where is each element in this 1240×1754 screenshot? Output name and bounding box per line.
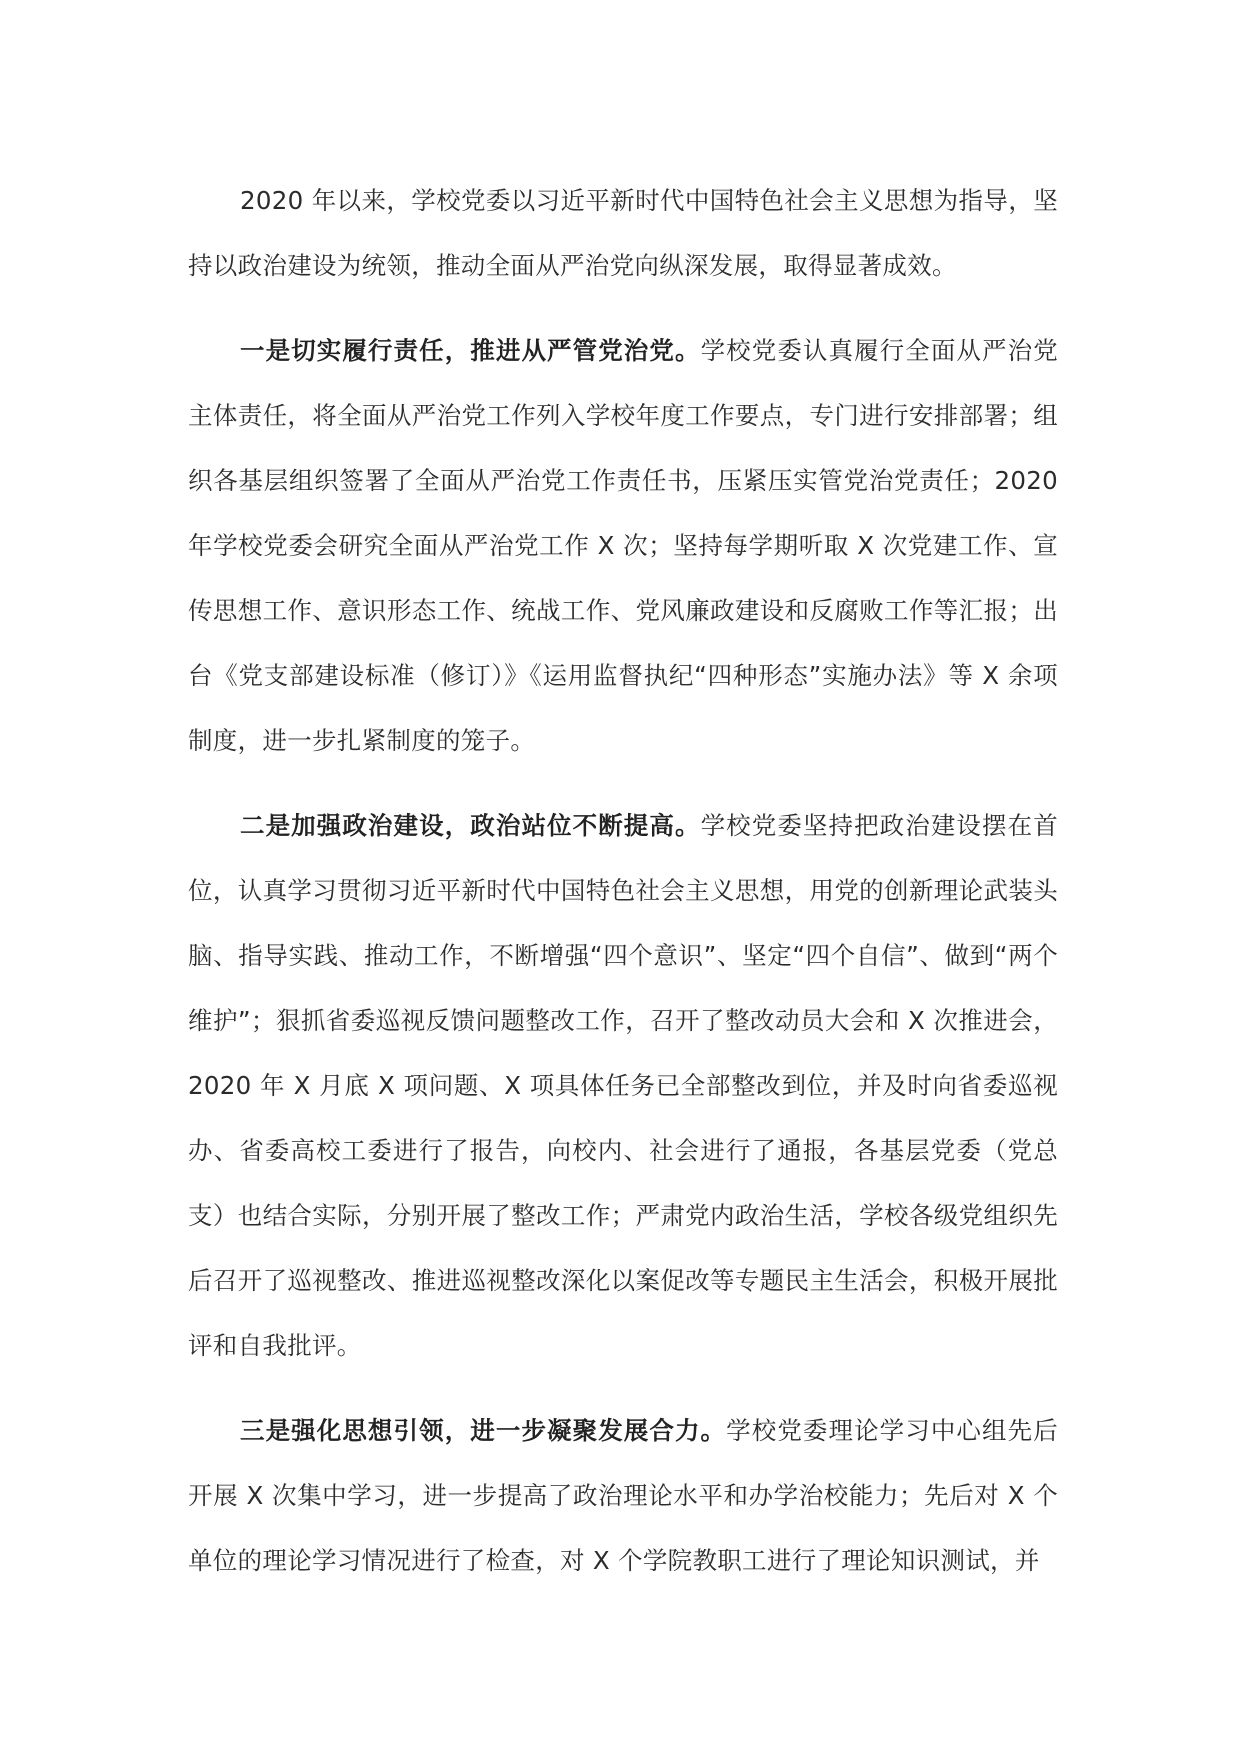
paragraph-political-construction xyxy=(188,793,1058,1378)
paragraph-text: 学校党委认真履行全面从严治党主体责任，将全面从严治党工作列入学校年度工作要点，专门进行安排部署；组织各基层组织签署了全面从严治党工作责任书，压紧压实管党治党责任；2020 年学校党委会研究全面从严治党工作 X 次；坚持每学期听取 X 次党建工作、宣传思想工作、意识形态工作、统战工作、党风廉政建设和反腐败工作等汇报；出台《党支部建设标准（修订）》《运用监督执纪“四种形态”实施办法》等 X 余项制度，进一步扎紧制度的笼子。 xyxy=(188,336,1058,755)
paragraph-text: 学校党委理论学习中心组先后开展 X 次集中学习，进一步提高了政治理论水平和办学治校能力；先后对 X 个单位的理论学习情况进行了检查，对 X 个学院教职工进行了理论知识测试，并 xyxy=(188,1416,1058,1575)
paragraph-ideological-guidance xyxy=(188,1398,1058,1593)
paragraph-intro xyxy=(188,168,1058,298)
paragraph-responsibility xyxy=(188,318,1058,773)
document-body xyxy=(188,168,1058,1613)
paragraph-lead: 二是加强政治建设，政治站位不断提高。 xyxy=(240,811,701,840)
paragraph-lead: 三是强化思想引领，进一步凝聚发展合力。 xyxy=(240,1416,727,1445)
paragraph-lead: 一是切实履行责任，推进从严管党治党。 xyxy=(240,336,701,365)
paragraph-text: 学校党委坚持把政治建设摆在首位，认真学习贯彻习近平新时代中国特色社会主义思想，用党的创新理论武装头脑、指导实践、推动工作，不断增强“四个意识”、坚定“四个自信”、做到“两个维护”；狠抓省委巡视反馈问题整改工作，召开了整改动员大会和 X 次推进会，2020 年 X 月底 X 项问题、X 项具体任务已全部整改到位，并及时向省委巡视办、省委高校工委进行了报告，向校内、社会进行了通报，各基层党委（党总支）也结合实际，分别开展了整改工作；严肃党内政治生活，学校各级党组织先后召开了巡视整改、推进巡视整改深化以案促改等专题民主生活会，积极开展批评和自我批评。 xyxy=(188,811,1058,1360)
paragraph-text: 2020 年以来，学校党委以习近平新时代中国特色社会主义思想为指导，坚持以政治建设为统领，推动全面从严治党向纵深发展，取得显著成效。 xyxy=(188,186,1058,280)
